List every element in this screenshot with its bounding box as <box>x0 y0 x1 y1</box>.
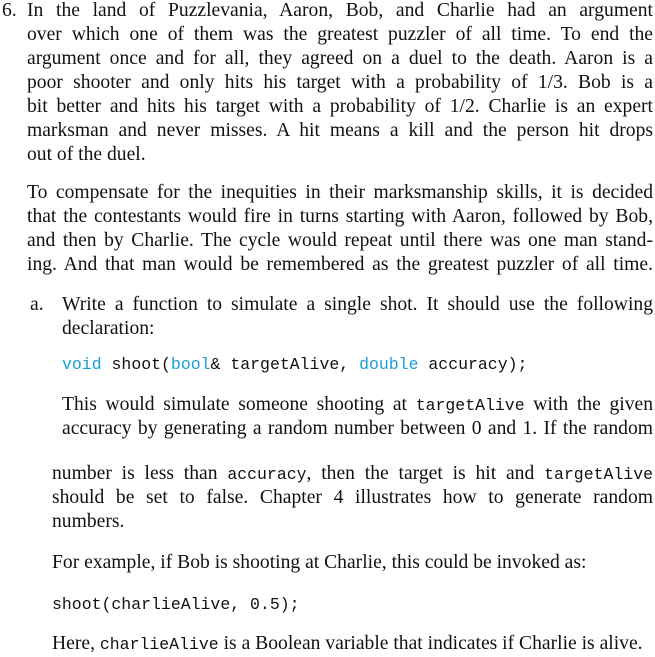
shoot-declaration-code <box>62 353 527 377</box>
problem-number: 6. <box>2 0 17 21</box>
para2-line-3: and then by Charlie. The cycle would repeat until there was one man stand- <box>27 230 653 251</box>
part-a-line-1: Write a function to simulate a single shot. It should use the following <box>62 294 653 315</box>
code-keyword-void: void <box>62 355 102 374</box>
example-code: shoot(charlieAlive, 0.5); <box>52 595 300 614</box>
code-fn-open: shoot( <box>101 355 171 374</box>
explain-line-2: accuracy by generating a random number between 0 and 1. If the random <box>62 418 653 439</box>
code-targetalive: targetAlive <box>544 465 654 484</box>
intro-line-1: In the land of Puzzlevania, Aaron, Bob, and Charlie had an argument <box>27 0 653 21</box>
code-keyword-double: double <box>359 355 419 374</box>
intro-line-2: over which one of them was the greatest puzzler of all time. To end the <box>27 24 653 45</box>
code-accuracy: accuracy <box>227 465 307 484</box>
para2-line-1: To compensate for the inequities in their marksmanship skills, it is decided <box>27 182 653 203</box>
code-param2: accuracy); <box>418 355 528 374</box>
part-a-line-2: declaration: <box>62 318 155 339</box>
intro-line-3: argument once and for all, they agreed on a duel to the death. Aaron is a <box>27 48 653 69</box>
code-keyword-bool: bool <box>170 355 211 374</box>
intro-line-6: marksman and never misses. A hit means a kill and the person hit drops <box>27 120 653 141</box>
cont-text-2: , then the target is hit and <box>306 463 545 484</box>
intro-line-5: bit better and hits his target with a probability of 1/2. Charlie is an expert <box>27 96 653 117</box>
continuation-line-1 <box>52 462 653 487</box>
code-targetalive-inline: targetAlive <box>415 396 525 415</box>
code-param1: & targetAlive, <box>210 355 360 374</box>
explain-line-1 <box>62 393 653 418</box>
intro-line-7: out of the duel. <box>27 144 146 165</box>
para2-line-2: that the contestants would fire in turns starting with Aaron, followed by Bob, <box>27 206 653 227</box>
explain-line-1-text: This would simulate someone shooting at targetAlive with the given <box>62 394 654 415</box>
continuation-line-2: should be set to false. Chapter 4 illustrates how to generate random <box>52 487 653 508</box>
intro-line-4: poor shooter and only hits his target with a probability of 1/3. Bob is a <box>27 72 653 93</box>
code-charliealive: charlieAlive <box>99 635 219 654</box>
part-a-label: a. <box>30 294 44 315</box>
final-line <box>52 632 643 657</box>
para2-line-4: ing. And that man would be remembered as the greatest puzzler of all time. <box>27 254 653 275</box>
final-text-2: is a Boolean variable that indicates if Charlie is alive. <box>218 633 643 654</box>
cont-text-1: number is less than <box>52 463 228 484</box>
continuation-line-3: numbers. <box>52 511 125 532</box>
final-text-1: Here, <box>52 633 100 654</box>
example-line: For example, if Bob is shooting at Charlie, this could be invoked as: <box>52 552 587 573</box>
